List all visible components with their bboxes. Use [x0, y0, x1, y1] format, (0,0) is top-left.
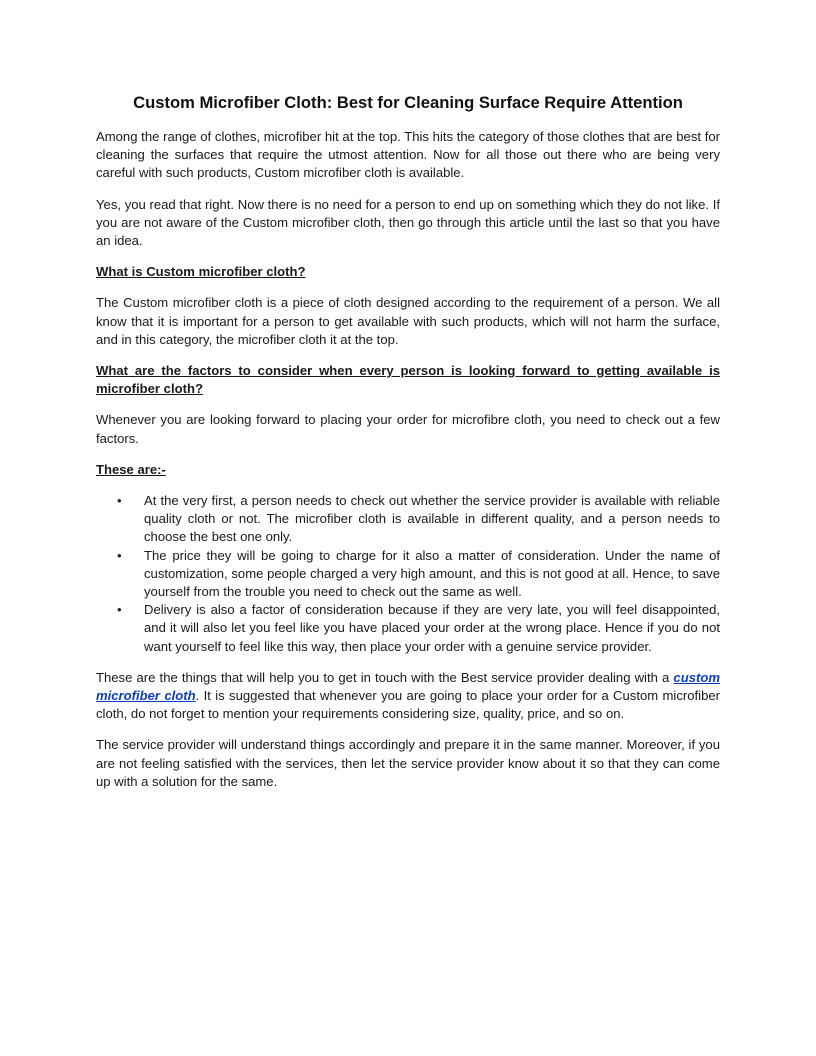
document-title: Custom Microfiber Cloth: Best for Cleaning Surface Require Attention [133, 93, 683, 112]
bullet-icon: • [117, 493, 122, 509]
list-item [117, 547, 720, 602]
closing-paragraph-2: The service provider will understand things accordingly and prepare it in the same manner. Moreover, if you are not feeling satisfied with the services, then let the service provider know about it so that they can come up with a solution for the same. [96, 737, 720, 789]
section-paragraph-what-is: The Custom microfiber cloth is a piece of cloth designed according to the requirement of a person. We all know that it is important for a person to get available with such products, which will not harm the surface, and in this category, the microfiber cloth it at the top. [96, 295, 720, 347]
section-heading-these-are: These are:- [96, 461, 166, 477]
list-item [117, 601, 720, 656]
section-paragraph-factors: Whenever you are looking forward to placing your order for microfibre cloth, you need to check out a few factors. [96, 412, 720, 446]
list-item-text: At the very first, a person needs to check out whether the service provider is available with reliable quality cloth or not. The microfiber cloth is available in different quality, and a person needs to choose the best one only. [144, 493, 720, 545]
closing-text-before-link: These are the things that will help you to get in touch with the Best service provider dealing with a [96, 669, 674, 685]
intro-paragraph-1: Among the range of clothes, microfiber hit at the top. This hits the category of those clothes that are best for cleaning the surfaces that require the utmost attention. Now for all those out there who are being very careful with such products, Custom microfiber cloth is available. [96, 129, 720, 181]
list-item-text: Delivery is also a factor of consideration because if they are very late, you will feel disappointed, and it will also let you feel like you have placed your order at the wrong place. Hence if you do not want yourself to feel like this way, then place your order with a genuine service provider. [144, 602, 720, 654]
custom-microfiber-cloth-link[interactable]: custom microfiber cloth [96, 669, 720, 704]
closing-paragraph-1 [96, 669, 720, 724]
factor-list [96, 492, 720, 656]
section-heading-what-is: What is Custom microfiber cloth? [96, 264, 306, 280]
bullet-icon: • [117, 602, 122, 618]
closing-text-after-link: . It is suggested that whenever you are going to place your order for a Custom microfiber cloth, do not forget to mention your requirements considering size, quality, price, and so on. [96, 688, 720, 722]
document-page [96, 92, 720, 804]
list-item [117, 492, 720, 547]
section-heading-factors: What are the factors to consider when every person is looking forward to getting available is microfiber cloth? [96, 363, 720, 397]
intro-paragraph-2: Yes, you read that right. Now there is no need for a person to end up on something which they do not like. If you are not aware of the Custom microfiber cloth, then go through this article until the last so that you have an idea. [96, 196, 720, 249]
bullet-icon: • [117, 547, 122, 563]
list-item-text: The price they will be going to charge for it also a matter of consideration. Under the name of customization, some people charged a very high amount, and this is not good at all. Hence, to save yourself from the trouble you need to check out the same as well. [144, 547, 720, 600]
